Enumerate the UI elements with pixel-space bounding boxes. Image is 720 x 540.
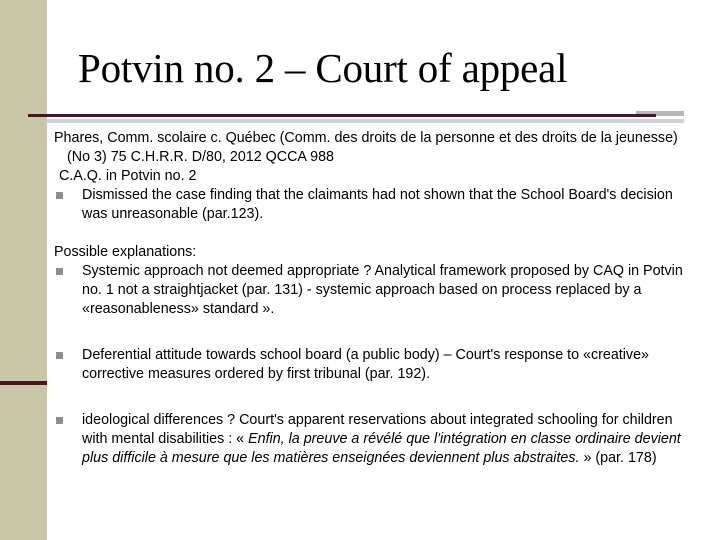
court-subheading: C.A.Q. in Potvin no. 2: [59, 168, 197, 184]
french-quote: Enfin, la preuve a révélé que l'intégration en classe ordinaire devient plus difficile à mesure que les matières enseignées deviennent plus abstraites.: [82, 431, 681, 466]
side-band: [0, 0, 47, 540]
bullet-square-icon: [56, 192, 63, 199]
title-rule-dark: [28, 114, 656, 117]
bullet-square-icon: [56, 268, 63, 275]
explanation-item: [54, 411, 694, 468]
slide-title: Potvin no. 2 – Court of appeal: [78, 45, 568, 91]
explanation-lead-text: ideological differences ? Court's apparent reservations about integrated schooling for children with mental disabilities : «: [82, 412, 673, 447]
explanation-text: Deferential attitude towards school board (a public body) – Court's response to «creative» corrective measures ordered by first tribunal (par. 192).: [82, 347, 649, 382]
explanation-item: [54, 346, 694, 384]
case-citation: Phares, Comm. scolaire c. Québec (Comm. des droits de la personne et des droits de la jeunesse) (No 3) 75 C.H.R.R. D/80, 2012 QCCA 988: [54, 130, 678, 165]
side-accent-bar: [0, 381, 47, 385]
slide-body: [54, 129, 694, 468]
bullet-square-icon: [56, 417, 63, 424]
explanation-text: Systemic approach not deemed appropriate ? Analytical framework proposed by CAQ in Potvin no. 1 not a straightjacket (par. 131) - systemic approach based on process replaced by a «reasonableness» standard ».: [82, 263, 683, 317]
explanation-item: [54, 262, 694, 319]
finding-bullet: [54, 186, 694, 224]
explanations-heading: Possible explanations:: [54, 244, 197, 260]
title-rule-underline: [46, 119, 684, 123]
finding-bullet-text: Dismissed the case finding that the claimants had not shown that the School Board's decision was unreasonable (par.123).: [82, 187, 673, 222]
explanation-citation: » (par. 178): [579, 450, 657, 466]
bullet-square-icon: [56, 352, 63, 359]
